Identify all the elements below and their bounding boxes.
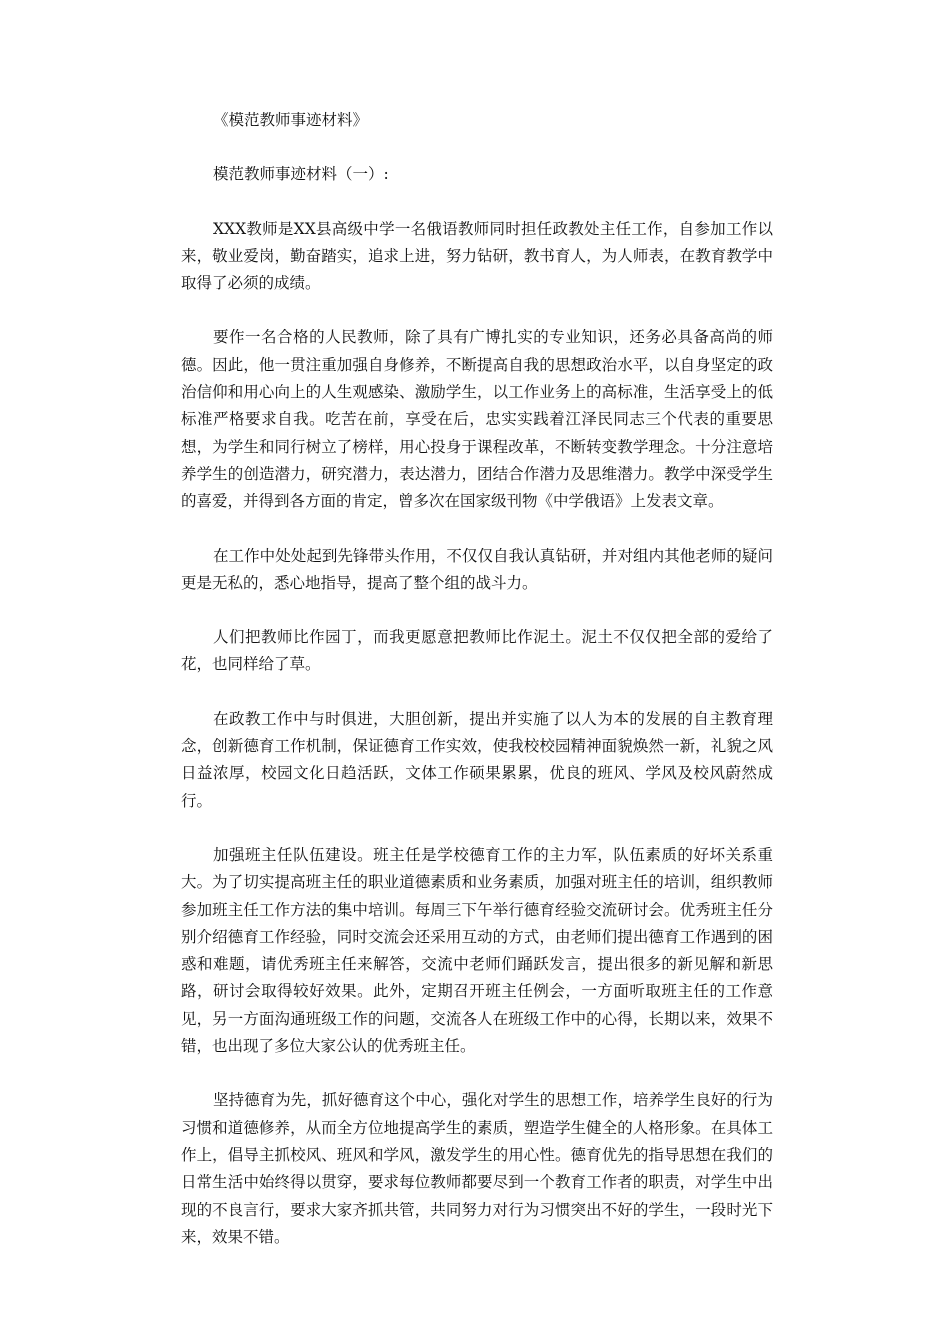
paragraph-4: 人们把教师比作园丁，而我更愿意把教师比作泥土。泥土不仅仅把全部的爱给了花，也同样给了草。 xyxy=(181,628,773,674)
paragraph-5: 在政教工作中与时俱进，大胆创新，提出并实施了以人为本的发展的自主教育理念，创新德育工作机制，保证德育工作实效，使我校校园精神面貌焕然一新，礼貌之风日益浓厚，校园文化日趋活跃，文体工作硕果累累，优良的班风、学风及校风蔚然成行。 xyxy=(181,709,773,810)
paragraph-3: 在工作中处处起到先锋带头作用，不仅仅自我认真钻研，并对组内其他老师的疑问更是无私的，悉心地指导，提高了整个组的战斗力。 xyxy=(181,546,773,592)
paragraph-6: 加强班主任队伍建设。班主任是学校德育工作的主力军，队伍素质的好坏关系重大。为了切实提高班主任的职业道德素质和业务素质，加强对班主任的培训，组织教师参加班主任工作方法的集中培训。每周三下午举行德育经验交流研讨会。优秀班主任分别介绍德育工作经验，同时交流会还采用互动的方式，由老师们提出德育工作遇到的困惑和难题，请优秀班主任来解答，交流中老师们踊跃发言，提出很多的新见解和新思路，研讨会取得较好效果。此外，定期召开班主任例会，一方面听取班主任的工作意见，另一方面沟通班级工作的问题，交流各人在班级工作中的心得，长期以来，效果不错，也出现了多位大家公认的优秀班主任。 xyxy=(181,845,773,1056)
paragraph-1: XXX教师是XX县高级中学一名俄语教师同时担任政教处主任工作，自参加工作以来，敬业爱岗，勤奋踏实，追求上进，努力钻研，教书育人，为人师表，在教育教学中取得了必须的成绩。 xyxy=(181,219,773,293)
paragraph-7: 坚持德育为先，抓好德育这个中心，强化对学生的思想工作，培养学生良好的行为习惯和道德修养，从而全方位地提高学生的素质，塑造学生健全的人格形象。在具体工作上，倡导主抓校风、班风和学风，激发学生的用心性。德育优先的指导思想在我们的日常生活中始终得以贯穿，要求每位教师都要尽到一个教育工作者的职责，对学生中出现的不良言行，要求大家齐抓共管，共同努力对行为习惯突出不好的学生，一段时光下来，效果不错。 xyxy=(181,1091,773,1246)
paragraph-2: 要作一名合格的人民教师，除了具有广博扎实的专业知识，还务必具备高尚的师德。因此，他一贯注重加强自身修养，不断提高自我的思想政治水平，以自身坚定的政治信仰和用心向上的人生观感染、激励学生，以工作业务上的高标准，生活享受上的低标准严格要求自我。吃苦在前，享受在后，忠实实践着江泽民同志三个代表的重要思想，为学生和同行树立了榜样，用心投身于课程改革，不断转变教学理念。十分注意培养学生的创造潜力，研究潜力，表达潜力，团结合作潜力及思维潜力。教学中深受学生的喜爱，并得到各方面的肯定，曾多次在国家级刊物《中学俄语》上发表文章。 xyxy=(181,328,773,511)
document-subtitle: 模范教师事迹材料（一）: xyxy=(213,165,389,184)
document-title: 《模范教师事迹材料》 xyxy=(213,111,369,129)
document-page xyxy=(181,107,773,1278)
